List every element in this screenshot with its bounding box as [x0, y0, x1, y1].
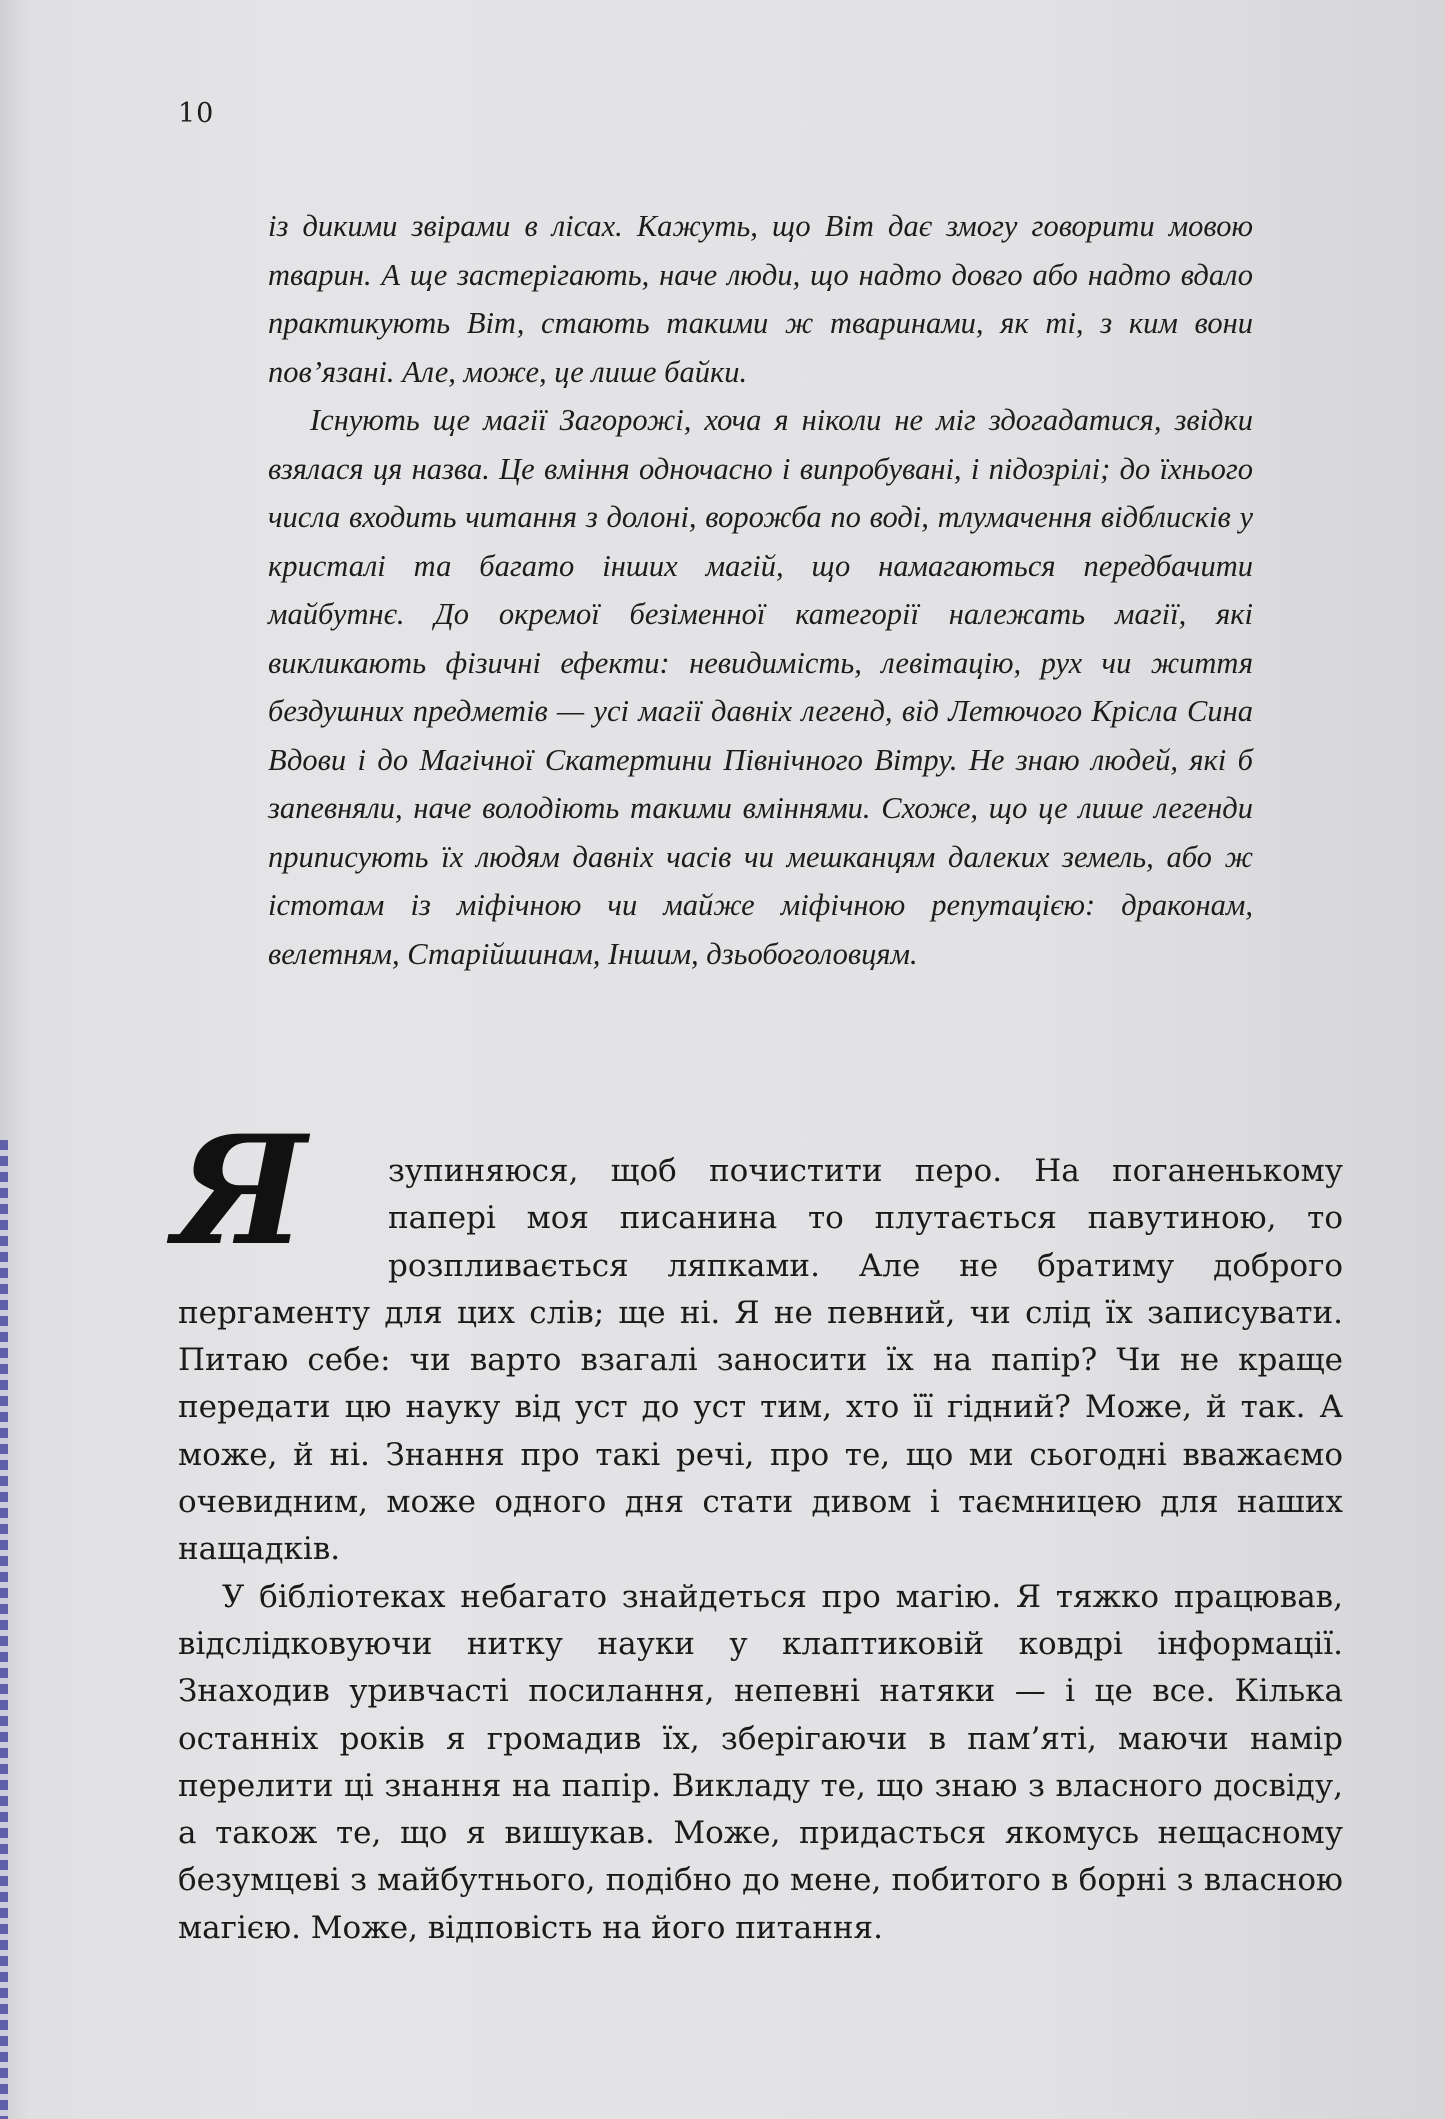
italic-quote-block — [268, 202, 1253, 978]
body-paragraph-2: У бібліотеках небагато знайдеться про магію. Я тяжко працював, відслідковуючи нитку науки у клаптиковій ковдрі інформації. Знаходив уривчасті посилання, непевні натяки — і це все. Кілька останніх років я громадив їх, зберігаючи в пам’яті, маючи намір перелити ці знання на папір. Викладу те, що знаю з власного досвіду, а також те, що я вишукав. Може, придасться якомусь нещасному безумцеві з майбутнього, подібно до мене, побитого в борні з власною магією. Може, відповість на його питання. — [178, 1578, 1343, 1946]
drop-cap-letter: Я — [174, 1103, 301, 1279]
italic-paragraph-1: із дикими звірами в лісах. Кажуть, що Віт дає змогу говорити мовою тварин. А ще застерігають, наче люди, що надто довго або надто вдало практикують Віт, стають такими ж тваринами, як ті, з ким вони пов’язані. Але, може, це лише байки. — [268, 209, 1253, 389]
main-text-block — [174, 1103, 1343, 1952]
page-number: 10 — [178, 98, 215, 129]
book-spine-edge — [0, 1140, 8, 2119]
italic-paragraph-2: Існують ще магії Загорожі, хоча я ніколи не міг здогадатися, звідки взялася ця назва. Це вміння одночасно і випробувані, і підозрілі; до їхнього числа входить читання з долоні, ворожба по воді, тлумачення відблисків у кристалі та багато інших магій, що намагаються передбачити майбутнє. До окремої безіменної категорії належать магії, які викликають фізичні ефекти: невидимість, левітацію, рух чи життя бездушних предметів — усі магії давніх легенд, від Летючого Крісла Сина Вдови і до Магічної Скатертини Північного Вітру. Не знаю людей, які б запевняли, наче володіють такими вміннями. Схоже, що це лише легенди приписують їх людям давніх часів чи мешканцям далеких земель, або ж істотам із міфічною чи майже міфічною репутацією: драконам, велетням, Старійшинам, Іншим, дзьобоголовцям. — [268, 403, 1253, 971]
drop-cap — [174, 1103, 376, 1280]
body-paragraph-1: зупиняюся, щоб почистити перо. На поганенькому папері моя писанина то плутається павутиною, то розпливається ляпками. Але не братиму доброго пергаменту для цих слів; ще ні. Я не певний, чи слід їх записувати. Питаю себе: чи варто взагалі заносити їх на папір? Чи не краще передати цю науку від уст до уст тим, хто її гідний? Може, й так. А може, й ні. Знання про такі речі, про те, що ми сьогодні вважаємо очевидним, може одного дня стати дивом і таємницею для наших нащадків. — [178, 1153, 1343, 1568]
